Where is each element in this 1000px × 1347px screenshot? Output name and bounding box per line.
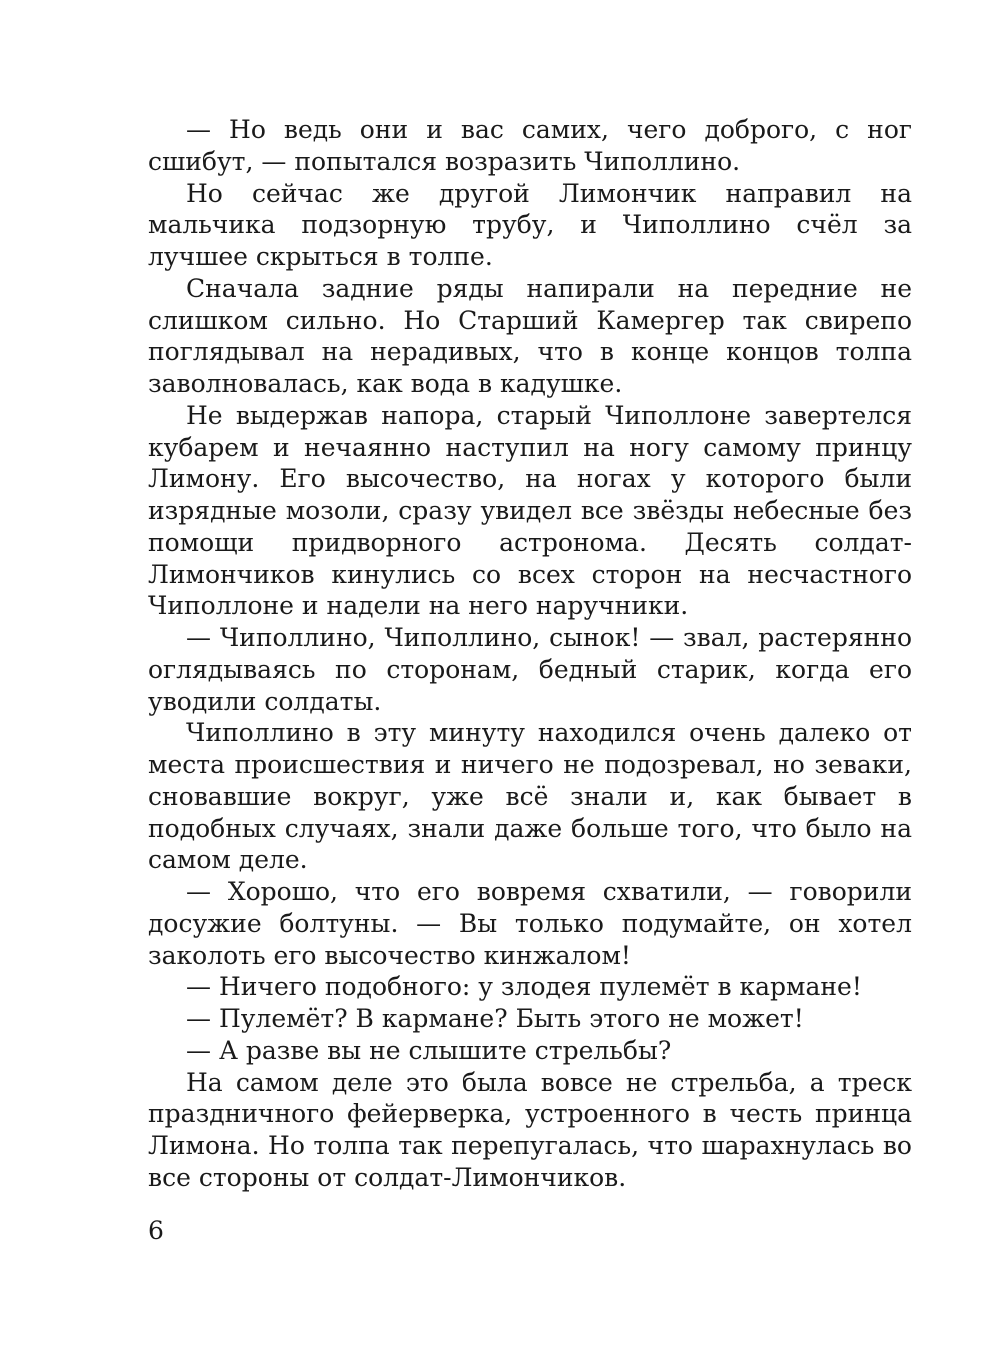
paragraph: Чиполлино в эту минуту находился очень далеко от места происшествия и ничего не подозревал, но зеваки, сновавшие вокруг, уже всё знали и, как бывает в подобных случаях, знали даже больше того, что было на самом деле. bbox=[148, 718, 912, 875]
paragraph: — Пулемёт? В кармане? Быть этого не может! bbox=[186, 1004, 804, 1033]
paragraph: — Хорошо, что его вовремя схватили, — говорили досужие болтуны. — Вы только подумайте, он хотел заколоть его высочество кинжалом! bbox=[148, 877, 912, 970]
paragraph: — Чиполлино, Чиполлино, сынок! — звал, растерянно оглядываясь по сторонам, бедный старик, когда его уводили солдаты. bbox=[148, 623, 912, 716]
body-text bbox=[148, 114, 912, 1194]
paragraph: Не выдержав напора, старый Чиполлоне завертелся кубарем и нечаянно наступил на ногу самому принцу Лимону. Его высочество, на ногах у которого были изрядные мозоли, сразу увидел все звёзды небесные без помощи придворного астронома. Десять солдат-Лимончиков кинулись со всех сторон на несчастного Чиполлоне и надели на него наручники. bbox=[148, 400, 912, 621]
paragraph: Но сейчас же другой Лимончик направил на мальчика подзорную трубу, и Чиполлино счёл за лучшее скрыться в толпе. bbox=[148, 178, 912, 271]
page-number: 6 bbox=[148, 1216, 164, 1245]
paragraph: — Но ведь они и вас самих, чего доброго, с ног сшибут, — попытался возразить Чиполлино. bbox=[148, 115, 912, 176]
paragraph: — А разве вы не слышите стрельбы? bbox=[186, 1035, 672, 1065]
paragraph: Сначала задние ряды напирали на передние не слишком сильно. Но Старший Камергер так свирепо поглядывал на нерадивых, что в конце концов толпа заволновалась, как вода в кадушке. bbox=[148, 273, 912, 398]
paragraph: — Ничего подобного: у злодея пулемёт в кармане! bbox=[186, 972, 862, 1002]
paragraph: На самом деле это была вовсе не стрельба, а треск праздничного фейерверка, устроенного в честь принца Лимона. Но толпа так перепугалась, что шарахнулась во все стороны от солдат-Лимончиков. bbox=[148, 1067, 912, 1192]
